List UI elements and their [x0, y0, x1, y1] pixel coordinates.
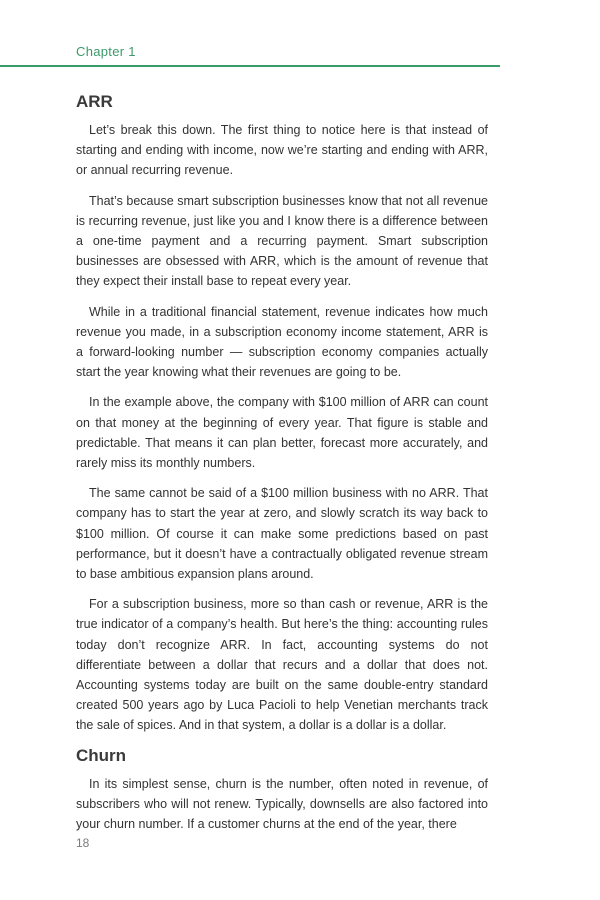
paragraph: In its simplest sense, churn is the number, often noted in revenue, of subscribers who will not renew. Typically, downsells are also factored into your churn number. If a customer churns at the end of the year, there [76, 776, 488, 832]
page-number: 18 [76, 836, 90, 850]
chapter-header: Chapter 1 [76, 44, 136, 59]
section-heading-arr: ARR [76, 92, 113, 111]
section-heading-churn: Churn [76, 745, 127, 765]
paragraph: Let’s break this down. The first thing to notice here is that instead of starting and ending with income, now we’re starting and ending with ARR, or annual recurring revenue. [76, 123, 488, 178]
paragraph: While in a traditional financial statement, revenue indicates how much revenue you made, in a subscription economy income statement, ARR is a forward-looking number — subscription economy companies actually start the year knowing what their revenues are going to be. [76, 304, 488, 380]
paragraph: The same cannot be said of a $100 million business with no ARR. That company has to start the year at zero, and slowly scratch its way back to $100 million. Of course it can make some predictions based on past performance, but it doesn’t have a contractually obligated revenue stream to base ambitious expansion plans around. [76, 486, 488, 582]
paragraph: That’s because smart subscription businesses know that not all revenue is recurring revenue, just like you and I know there is a difference between a one-time payment and a recurring payment. Smart subscription businesses are obsessed with ARR, which is the amount of revenue that they expect their install base to repeat every year. [76, 193, 488, 289]
paragraph: In the example above, the company with $100 million of ARR can count on that money at the beginning of every year. That figure is stable and predictable. That means it can plan better, forecast more accurately, and rarely miss its monthly numbers. [76, 395, 488, 471]
paragraph: For a subscription business, more so than cash or revenue, ARR is the true indicator of a company’s health. But here’s the thing: accounting rules today don’t recognize ARR. In fact, accounting systems do not differentiate between a dollar that recurs and a dollar that does not. Accounting systems today are built on the same double-entry standard created 500 years ago by Luca Pacioli to help Venetian merchants track the sale of spices. And in that system, a dollar is a dollar is a dollar. [76, 597, 488, 733]
header-rule [0, 65, 500, 67]
page-content [76, 92, 488, 844]
